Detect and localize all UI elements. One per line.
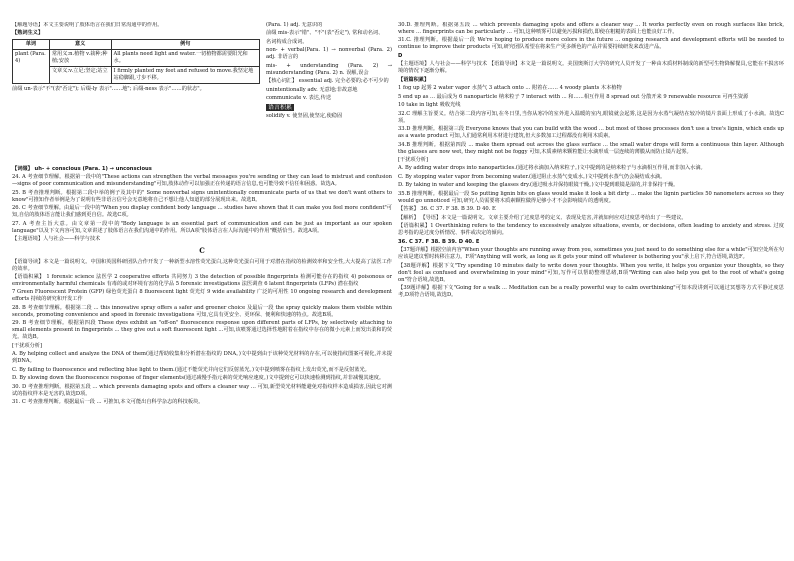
vocab-table	[12, 39, 260, 84]
paragraph: 30. D 考查推理判断。根据第五段 ... which prevents damaging spots and offers a cleaner way ... 可知,新型荧光材料能避免对指纹样本造成损害,因此它对测试的指纹样本是无害的,故选D项。	[12, 383, 392, 397]
paragraph: 【39题详解】根据下文"Going for a walk ... Meditation can be a really powerful way to calm overthinking"可知本段讲到可以通过冥想等方式平静过度思考,D项符合语境,故选D。	[398, 284, 784, 298]
mid-line: (Para. 1) adj. 无意识的	[266, 22, 323, 28]
table-cell: All plants need light and water.一切植物都需要阳光和水。	[111, 50, 259, 67]
paragraph: 25. B 考查推理判断。根据第二段中举的例子及其中的" Some nonverbal signs unintentionally communicate parts of us that we don't want others to know"可推知作者举例是为了说明有些非语言信号会无意地将自己不想让他人知道的部分展现出来。故选B。	[12, 189, 392, 203]
table-header: 单词	[13, 40, 50, 50]
table-cell: 常用义:n.植物 v.栽种;种植;安放	[49, 50, 111, 67]
paragraph: 【答案】 36. C 37. F 38. B 39. D 40. E	[398, 206, 496, 213]
paragraph: C. By stopping water vapor from becoming water.(通过阻止水蒸气变成水。)文中提到水蒸气仍会凝结成水滴。	[398, 173, 666, 180]
right-column	[398, 22, 784, 552]
left-lower-block	[12, 166, 392, 407]
section-title: 【词缀】 uh- + conscious (Para. 1) → unconscious	[12, 166, 152, 172]
paragraph: 26. C 考查细节理解。由最后一段中的"When you display confident body language ... studies have shown that it can make you feel more confident"可知,自信的肢体语言能让我们感到更自信。故选C项。	[12, 205, 392, 219]
section-title: D	[398, 52, 403, 59]
paragraph: 【主题语境】人与社会——科学与技术	[12, 236, 101, 243]
paragraph: 【语篇积累】 1 forensic science 法医学 2 cooperative efforts 共同努力 3 the detection of possible fingerprints 检测可能存在的指纹 4) poisonous or environmentally harmful chemicals 有毒的或对环境有害的化学品 5 forensic investigations 法医调查 6 latent fingerprints (LFPs) 潜在指纹	[12, 274, 392, 287]
paragraph: 【解析】 【导语】本文是一篇说明文。文章主要介绍了过度思考的定义、表现及危害,并就如何应对过度思考给出了一些建议。	[398, 214, 687, 221]
mid-line: communicate v. 表达,传送	[266, 95, 332, 102]
table-header: 意义	[49, 40, 111, 50]
paragraph: D. By taking in water and keeping the glasses dry.(通过吸水并保持眼镜干燥。)文中提到眼镜是湿的,并非保持干燥。	[398, 182, 679, 189]
paragraph: 30.D. 推理判断。根据第五段 ... which prevents damaging spots and offers a cleaner way ... It works perfectly even on rough surfaces like brick, where ... fingerprints can be particularly ... 可知,这种喷雾可以避免污损和损伤,即使在粗糙的表面上也能良好工作。	[398, 22, 784, 35]
paragraph: 24. A 考查细节理解。根据第一段中的"These actions can strengthen the verbal messages you're sending or they can lead to mistrust and confusion—signs of poor communication and misunderstanding"可知,肢体动作可以加强正在传递的语言信息,也可能导致不信任和困惑。故选A。	[12, 174, 392, 188]
mid-line: non- + verbal(Para. 1) → nonverbal (Para. 2) adj. 非语言的	[266, 47, 392, 61]
section-title: 【语篇积累】	[398, 76, 430, 83]
paragraph: 1 fog up 起雾 2 water vapor 水蒸气 3 attach onto ... 附着在…… 4 woody plants 木本植物	[398, 85, 622, 92]
paragraph: 7 Green Fluorescent Protein (GFP) 绿色荧光蛋白 8 fluorescent light 荧光灯 9 wide availability 广泛的可用性 10 ongoing research and development efforts 持续的研究和开发工作	[12, 289, 392, 303]
table-cell: I firmly planted my feet and refused to move.我坚定地站稳脚跟,寸步不移。	[111, 67, 259, 84]
paragraph: [干扰项分析]	[398, 156, 428, 163]
mid-line: solidify v. 使坚固,使坚定,使稳固	[266, 113, 343, 120]
table-header: 例句	[111, 40, 259, 50]
paragraph: 【语篇积累】1 Overthinking refers to the tendency to excessively analyze situations, events, or decisions, often leading to anxiety and stress. 过度思考指的是过度分析情况、事件或决定的倾向。	[398, 223, 784, 237]
mid-line: 【核心词汇】 essential adj. 完全必要的;必不可少的	[266, 78, 389, 85]
paragraph: 31.C. 推理判断。根据最后一段 We're hoping to produce more colors in the future ... ongoing research and development efforts will be needed to continue to improve their products 可知,研究团队希望在将来生产更多颜色的产品并需要持续研发来改进产品。	[398, 37, 784, 51]
paragraph: 31. C 考查推理判断。根据最后一段 ... 可推知,本文可能出自科学杂志的科技板块。	[12, 399, 204, 405]
table-cell: plant (Para. 4)	[13, 50, 50, 84]
paragraph: 33.D 推理判断。根据第三段 Everyone knows that you can build with the wood ... but most of those processes don't use a tree's lignin, which ends up as a waste product 可知,人们通常利用木材进行建筑,但大多数加工过程都没有利用木质素。	[398, 126, 784, 140]
paragraph: A. By helping collect and analyze the DNA of them(通过帮助收集和分析潜在指纹的 DNA。)文中提到由于该种荧光材料的存在,可以使指纹图案可视化,并未提到DNA。	[12, 351, 392, 365]
table-cell: 文章义:v.立足;坚定;站立	[49, 67, 111, 84]
note-line: 前缀 un-表示"不"(表"否定"); 后缀-ly 表示"……地"; 后缀-ness 表示"……的状态"。	[12, 86, 205, 93]
badge-label: 语言积累	[268, 103, 293, 111]
mid-line: unintentionally adv. 无意地;非故意地	[266, 86, 358, 93]
section-title-vocab: 【熟词生义】	[12, 30, 44, 37]
mid-line: 前缀 mis-表示"错"、"不"(表"否定"), 常和动名词、	[266, 30, 384, 37]
paragraph: 34.B 推理判断。根据第四段 ... make them spread out across the glass surface ... the small water drops will form a continuous thin layer. Although the glasses are now wet, they might not be foggy 可知,木质素纳米颗粒能让水滴形成一层连续的薄膜从而防止镜片起雾。	[398, 141, 784, 155]
paragraph: [干扰项分析]	[12, 342, 42, 349]
mid-line: 名词构成合成词。	[266, 38, 308, 45]
middle-column	[266, 22, 392, 172]
mid-line: mis- + understanding (Para. 2) → misunderstanding (Para. 2) n. 误解,误会	[266, 62, 392, 76]
paragraph: 29. B 考查细节理解。根据第四段 These dyes exhibit an "off-on" fluorescence response upon different parts of LFPs, by selectively attaching to small elements present in fingerprints ... they give out a soft fluorescent light ...可知,该喷雾通过选择性地附着在指纹中存在的微小元素上而发出柔和的荧光。故选B。	[12, 320, 392, 341]
paragraph: 【主题语境】人与社会——科学与技术 【语篇导读】本文是一篇说明文。美国奥斯汀大学的研究人员开发了一种由木质材料制成的新型可生物降解餐具,它能在不损害环境的情况下逐渐分解。	[398, 61, 784, 75]
answer-line: 36. C 37. F 38. B 39. D 40. E	[398, 238, 480, 245]
paragraph: 【语篇导读】本文是一篇说明文。中国和英国科研团队合作开发了一种新型水溶性荧光蛋白,这种荧光蛋白可用于对潜在指纹的检测效率和安全性,大大提高了法医工作的效率。	[12, 258, 392, 272]
paragraph: 27. A 考查主旨大意。由文章第一段中的"Body language is an essential part of communication and can be just as important as our spoken language"以及下文内容可知,文章讲述了肢体语言在我们沟通中的作用。所以A项"肢体语言在人际沟通中的作用"概括恰当。故选A项。	[12, 220, 392, 234]
section-letter: C	[199, 246, 205, 256]
paragraph: 35.B 推理判断。根据最后一段 So putting lignin bits on glass would make it look a bit dirty ... make the lignin particles 50 nanometers across so they would go unnoticed 可知,研究人员需要将木质素颗粒做得足够小才不会影响镜片的透明度。	[398, 190, 784, 204]
paragraph: D. By slowing down the fluorescence response of finger elements(通过减慢手指元素的荧光响应速度。)文中提到它可以快速检测到指纹,并非减慢其速度。	[12, 375, 385, 382]
paragraph: 32.C 理解主旨要义。结合第二段内容可知,在冬日里,当你从寒冷的室外进入温暖的室内,眼镜就会起雾,这是因为水蒸气凝结在较冷的镜片表面上形成了小水滴。故选C项。	[398, 110, 784, 124]
paragraph: 10 take in light 吸收光线	[398, 102, 461, 109]
paragraph: A. By adding water drops into nanoparticles.(通过将水滴加入纳米粒子。)文中提到的是纳米粒子与水滴相互作用,而非加入水滴。	[398, 165, 706, 172]
paragraph: 【38题详解】根据下文"Try spending 10 minutes daily to write down your thoughts. When you write, it helps you organize your thoughts, so they don't feel as confused and overwhelming in your mind"可知,写作可以帮助整理思绪,B项"Writing can also help you get to the root of what's going on"符合语境,故选B。	[398, 262, 784, 283]
paragraph: 【37题详解】根据空前内容"When your thoughts are running away from you, sometimes you just need to do something else for a while"可知空处所在句应该是建议暂时转移注意力。F项"Anything will work, as long as it gets your mind off whatever is bothering you"承上启下,符合语境,故选F。	[398, 247, 784, 261]
paragraph: 28. B 考查细节理解。根据第二段 ... this innovative spray offers a safer and greener choice 及最后一段 the spray quickly makes them visible within seconds, promoting convenience and speed in forensic investigations 可知,它具有更安全、更环保、便利和快速的特点。故选B项。	[12, 304, 392, 318]
paragraph: C. By failing to fluorescence and reflecting blue light to them.(通过不能荧光并向它们反射蓝光。)文中提到喷雾在指纹上发出荧光,而不是反射蓝光。	[12, 366, 370, 373]
intro-line: 【解题导语】本文主要说明了肢体语言在我们日常沟通中的作用。	[12, 22, 163, 28]
paragraph: 5 end up as ... 最后成为 6 nanoparticle 纳米粒子 7 interact with ... 和……相互作用 8 spread out 分散开来 9 renewable resource 可再生资源	[398, 93, 749, 100]
